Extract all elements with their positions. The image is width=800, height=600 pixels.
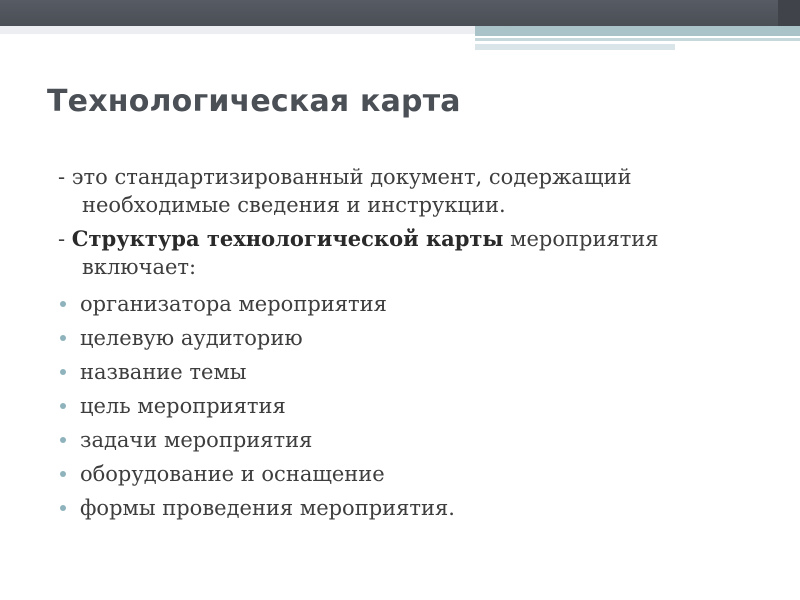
bullet-dot-icon — [60, 301, 66, 307]
bullet-dot-icon — [60, 335, 66, 341]
header-corner-decoration — [778, 0, 800, 26]
list-item — [58, 491, 778, 525]
bullet-dot-icon — [60, 471, 66, 477]
list-item — [58, 423, 778, 457]
slide-body — [58, 163, 778, 525]
slide-title: Технологическая карта — [47, 84, 461, 119]
bullet-dot-icon — [60, 369, 66, 375]
accent-stripe-3 — [475, 44, 675, 50]
structure-bold-text: Структура технологической карты — [71, 226, 504, 251]
structure-paragraph — [58, 225, 778, 281]
list-item — [58, 355, 778, 389]
header-band — [0, 0, 800, 26]
list-item — [58, 457, 778, 491]
list-item-text: название темы — [80, 360, 247, 384]
accent-stripe-2 — [475, 38, 800, 41]
definition-paragraph: - это стандартизированный документ, содержащий необходимые сведения и инструкции. — [58, 165, 632, 217]
list-item-text: организатора мероприятия — [80, 292, 387, 316]
structure-rest-text: мероприятия включает: — [82, 227, 659, 279]
list-item — [58, 321, 778, 355]
list-item-text: цель мероприятия — [80, 394, 286, 418]
bullet-dot-icon — [60, 505, 66, 511]
list-item — [58, 287, 778, 321]
list-item-text: задачи мероприятия — [80, 428, 313, 452]
structure-list — [58, 287, 778, 525]
list-item-text: оборудование и оснащение — [80, 462, 385, 486]
list-item — [58, 389, 778, 423]
list-item-text: целевую аудиторию — [80, 326, 303, 350]
structure-prefix: - — [58, 227, 72, 251]
accent-stripe-1 — [475, 26, 800, 36]
bullet-dot-icon — [60, 437, 66, 443]
bullet-dot-icon — [60, 403, 66, 409]
list-item-text: формы проведения мероприятия. — [80, 496, 455, 520]
